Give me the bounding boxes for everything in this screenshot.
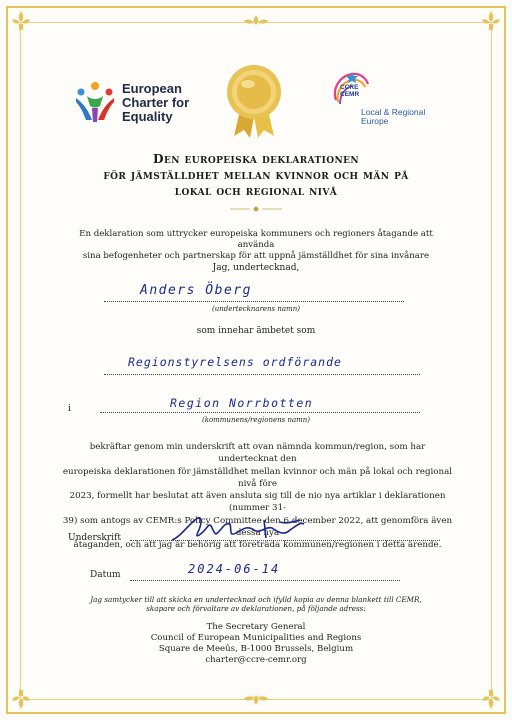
bottom-ornament-icon [226,692,286,706]
signer-name-line [104,301,404,302]
handwritten-signature [168,512,328,546]
title-divider-icon [226,205,286,213]
charter-logo-text: European Charter for Equality [122,81,190,124]
document-title: Den europeiska deklarationen för jämställdhet mellan kvinnor och män på lokal och regional nivå [103,152,409,198]
date-handwritten: 2024-06-14 [188,562,281,576]
fleur-de-lis-corner-icon [8,8,34,34]
address-block [0,622,512,666]
local-regional-europe-text: Local & Regional Europe [361,107,426,126]
office-line [104,374,420,375]
fleur-de-lis-corner-icon [8,686,34,712]
top-ornament-icon [226,14,286,28]
european-charter-logo [72,78,192,128]
address-street: Square de Meeûs, B-1000 Brussels, Belgium [158,644,354,654]
address-recipient: The Secretary General [206,622,306,632]
signer-name-caption: (undertecknarens namn) [212,305,300,313]
confirmation-text: bekräftar genom min underskrift att ovan nämnda kommun/region, som har undertecknat den europeiska deklarationen för jämställdhet mellan kvinnor och män på lokal och regional nivå före 2023, formellt har beslutat att även ansluta sig till de nio nya artiklar i deklarationen (nummer 31- 39) som antogs av CEMR:s Policy Committee den 6 december 2022, att genomföra även dessa nya åtaganden, och att jag är behörig att företräda kommunen/regionen i detta ärende. [62,442,453,551]
office-handwritten: Regionstyrelsens ordförande [128,355,342,369]
region-caption: (kommunens/regionens namn) [201,416,311,424]
fleur-de-lis-corner-icon [478,686,504,712]
charter-figures-icon [72,80,118,126]
region-handwritten: Region Norrbotten [170,396,314,410]
undersigned-label: Jag, undertecknad, [212,263,300,273]
ccre-mark-text: CCRE CEMR [340,84,360,98]
region-line [100,412,420,413]
ccre-cemr-logo [330,70,440,130]
fleur-de-lis-corner-icon [478,8,504,34]
gold-medal-icon [220,62,288,140]
address-organisation: Council of European Municipalities and Regions [150,633,362,643]
intro-text: En deklaration som uttrycker europeiska kommuners och regioners åtagande att använda sina befogenheter och partnerskap för att uppnå jämställdhet för sina invånare [79,229,433,261]
address-email: charter@ccre-cemr.org [205,655,307,665]
consent-instruction: Jag samtycker till att skicka en undertecknad och ifylld kopia av denna blankett till CEMR, skapare och förvaltare av deklarationen, på följande adress: [90,595,422,613]
signer-name-handwritten: Anders Öberg [140,283,252,298]
date-line [130,580,400,581]
date-label: Datum [90,570,121,580]
region-prefix: i [68,404,71,414]
signature-label: Underskrift [68,533,121,543]
office-prefix: som innehar ämbetet som [196,326,316,336]
